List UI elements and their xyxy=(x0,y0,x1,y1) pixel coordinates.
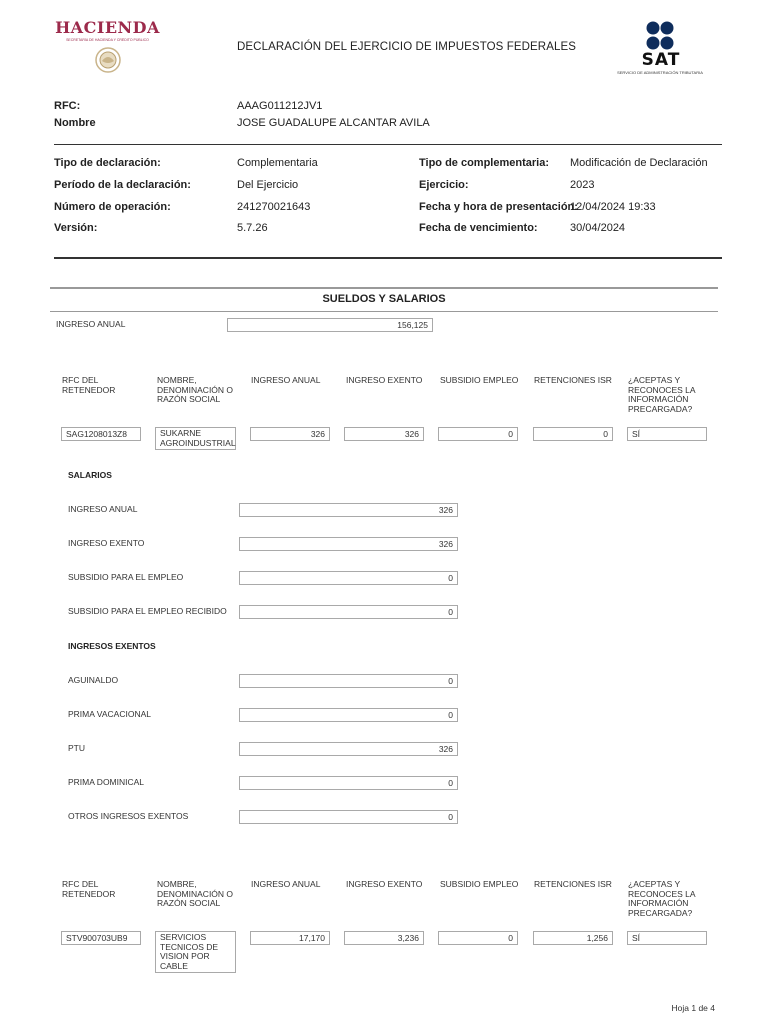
col-retenciones-isr: RETENCIONES ISR xyxy=(534,879,612,889)
salarios-ingreso-exento-label: INGRESO EXENTO xyxy=(68,538,145,548)
document-title: DECLARACIÓN DEL EJERCICIO DE IMPUESTOS FEDERALES xyxy=(237,41,577,53)
fecha-vencimiento-label: Fecha de vencimiento: xyxy=(419,222,538,234)
employer-2-ingreso-exento-field: 3,236 xyxy=(344,931,424,945)
rfc-label: RFC: xyxy=(54,100,81,112)
sat-dots-icon xyxy=(645,20,675,52)
ingreso-anual-total-field: 156,125 xyxy=(227,318,433,332)
coat-of-arms-icon xyxy=(93,45,123,75)
fecha-presentacion-value: 12/04/2024 19:33 xyxy=(570,201,656,213)
tipo-declaracion-value: Complementaria xyxy=(237,157,318,169)
salarios-ingreso-anual-label: INGRESO ANUAL xyxy=(68,504,138,514)
section-title: SUELDOS Y SALARIOS xyxy=(322,293,446,305)
employer-1-nombre-field: SUKARNE AGROINDUSTRIAL xyxy=(155,427,236,450)
subsidio-empleo-recibido-label: SUBSIDIO PARA EL EMPLEO RECIBIDO xyxy=(68,606,227,616)
col-ingreso-exento: INGRESO EXENTO xyxy=(346,375,423,385)
prima-vacacional-label: PRIMA VACACIONAL xyxy=(68,709,151,719)
ingreso-anual-total-label: INGRESO ANUAL xyxy=(56,319,126,329)
employer-2-retenciones-field: 1,256 xyxy=(533,931,613,945)
version-label: Versión: xyxy=(54,222,98,234)
employer-1-retenciones-field: 0 xyxy=(533,427,613,441)
periodo-label: Período de la declaración: xyxy=(54,179,191,191)
subsidio-empleo-recibido-field: 0 xyxy=(239,605,458,619)
ptu-label: PTU xyxy=(68,743,85,753)
sat-logo-subtitle: SERVICIO DE ADMINISTRACIÓN TRIBUTARIA xyxy=(617,70,703,75)
section-top-rule xyxy=(50,287,718,289)
subsidio-empleo-field: 0 xyxy=(239,571,458,585)
col-ingreso-exento: INGRESO EXENTO xyxy=(346,879,423,889)
fecha-vencimiento-value: 30/04/2024 xyxy=(570,222,626,234)
sat-logo xyxy=(610,20,710,82)
col-ingreso-anual: INGRESO ANUAL xyxy=(251,375,321,385)
col-ingreso-anual: INGRESO ANUAL xyxy=(251,879,321,889)
employer-1-ingreso-exento-field: 326 xyxy=(344,427,424,441)
otros-ingresos-exentos-field: 0 xyxy=(239,810,458,824)
salarios-ingreso-exento-field: 326 xyxy=(239,537,458,551)
employer-1-ingreso-anual-field: 326 xyxy=(250,427,330,441)
employer-2-aceptas-field: SÍ xyxy=(627,931,707,945)
section-bottom-rule xyxy=(50,311,718,312)
aguinaldo-label: AGUINALDO xyxy=(68,675,119,685)
periodo-value: Del Ejercicio xyxy=(237,179,299,191)
rfc-value: AAAG011212JV1 xyxy=(237,100,323,112)
hacienda-logo-subtitle: SECRETARÍA DE HACIENDA Y CRÉDITO PÚBLICO xyxy=(66,38,149,42)
employer-1-aceptas-field: SÍ xyxy=(627,427,707,441)
employer-2-subsidio-field: 0 xyxy=(438,931,518,945)
col-nombre: NOMBRE, DENOMINACIÓN O RAZÓN SOCIAL xyxy=(157,375,234,404)
ptu-field: 326 xyxy=(239,742,458,756)
otros-ingresos-exentos-label: OTROS INGRESOS EXENTOS xyxy=(68,811,189,821)
col-nombre: NOMBRE, DENOMINACIÓN O RAZÓN SOCIAL xyxy=(157,879,234,908)
col-aceptas: ¿ACEPTAS Y RECONOCES LA INFORMACIÓN PRECARGADA? xyxy=(628,375,696,414)
hacienda-logo xyxy=(55,18,160,84)
tipo-complementaria-label: Tipo de complementaria: xyxy=(419,157,549,169)
hacienda-logo-text: HACIENDA xyxy=(55,18,160,37)
divider xyxy=(54,144,722,145)
numero-operacion-value: 241270021643 xyxy=(237,201,311,213)
aguinaldo-field: 0 xyxy=(239,674,458,688)
ingresos-exentos-title: INGRESOS EXENTOS xyxy=(68,641,156,651)
col-rfc-retenedor: RFC DEL RETENEDOR xyxy=(62,879,116,899)
col-aceptas: ¿ACEPTAS Y RECONOCES LA INFORMACIÓN PRECARGADA? xyxy=(628,879,696,918)
employer-2-nombre-field: SERVICIOS TECNICOS DE VISION POR CABLE xyxy=(155,931,236,973)
page-number: Hoja 1 de 4 xyxy=(671,1003,715,1013)
employer-1-rfc-field: SAG1208013Z8 xyxy=(61,427,141,441)
col-subsidio-empleo: SUBSIDIO EMPLEO xyxy=(440,879,519,889)
version-value: 5.7.26 xyxy=(237,222,268,234)
ejercicio-label: Ejercicio: xyxy=(419,179,469,191)
prima-dominical-label: PRIMA DOMINICAL xyxy=(68,777,145,787)
col-subsidio-empleo: SUBSIDIO EMPLEO xyxy=(440,375,519,385)
name-label: Nombre xyxy=(54,117,96,129)
subsidio-empleo-label: SUBSIDIO PARA EL EMPLEO xyxy=(68,572,184,582)
salarios-ingreso-anual-field: 326 xyxy=(239,503,458,517)
col-rfc-retenedor: RFC DEL RETENEDOR xyxy=(62,375,116,395)
salarios-title: SALARIOS xyxy=(68,470,112,480)
ejercicio-value: 2023 xyxy=(570,179,595,191)
tipo-declaracion-label: Tipo de declaración: xyxy=(54,157,161,169)
sat-logo-text: SAT xyxy=(641,50,681,70)
divider-thick xyxy=(54,257,722,259)
tipo-complementaria-value: Modificación de Declaración xyxy=(570,157,708,169)
employer-2-ingreso-anual-field: 17,170 xyxy=(250,931,330,945)
numero-operacion-label: Número de operación: xyxy=(54,201,171,213)
employer-1-subsidio-field: 0 xyxy=(438,427,518,441)
employer-2-rfc-field: STV900703UB9 xyxy=(61,931,141,945)
fecha-presentacion-label: Fecha y hora de presentación: xyxy=(419,201,578,213)
prima-vacacional-field: 0 xyxy=(239,708,458,722)
name-value: JOSE GUADALUPE ALCANTAR AVILA xyxy=(237,117,430,129)
prima-dominical-field: 0 xyxy=(239,776,458,790)
col-retenciones-isr: RETENCIONES ISR xyxy=(534,375,612,385)
